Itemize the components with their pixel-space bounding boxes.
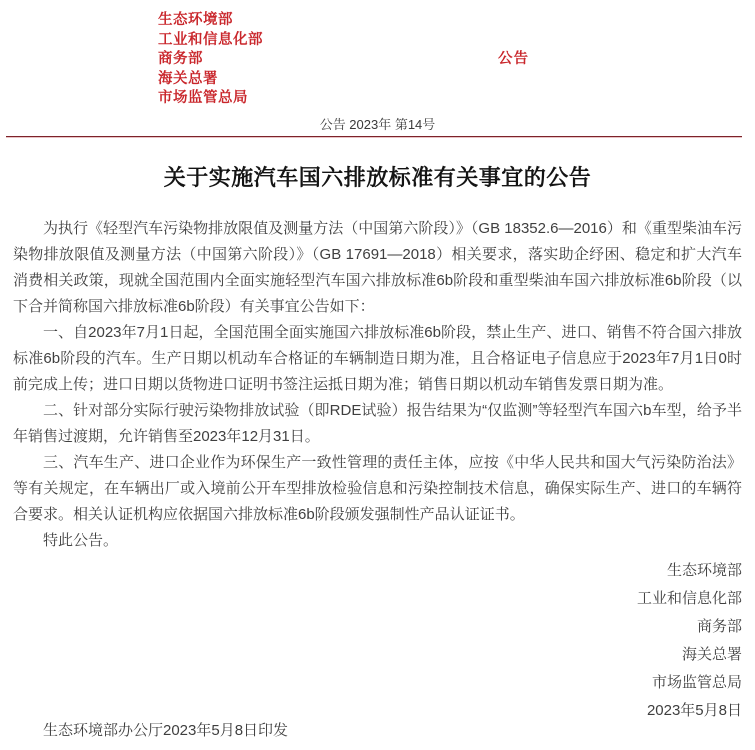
signing-agency: 市场监管总局 (651, 674, 742, 691)
issuing-ministries-header (158, 11, 263, 109)
document-number: 公告 2023年 第14号 (319, 117, 436, 132)
issuance-note: 生态环境部办公厅2023年5月8日印发 (43, 722, 289, 739)
ministry-name: 商务部 (158, 51, 203, 67)
signature-block (637, 557, 742, 725)
body-paragraph-closing: 特此公告。 (43, 532, 119, 549)
signature-date: 2023年5月8日 (646, 702, 742, 719)
signing-agency: 生态环境部 (666, 562, 742, 579)
signing-agency: 工业和信息化部 (636, 590, 742, 607)
signing-agency: 商务部 (696, 618, 742, 635)
body-paragraph-item-3: 三、汽车生产、进口企业作为环保生产一致性管理的责任主体，应按《中华人民共和国大气污染防治法》等有关规定，在车辆出厂或入境前公开车型排放检验信息和污染控制技术信息，确保实际生产、进口的车辆符合要求。相关认证机构应依据国六排放标准6b阶段颁发强制性产品认证证书。 (13, 454, 742, 523)
ministry-name: 生态环境部 (158, 12, 233, 28)
signing-agency: 海关总署 (681, 646, 742, 663)
announcement-type-label: 公告 (498, 51, 529, 67)
document-title: 关于实施汽车国六排放标准有关事宜的公告 (163, 165, 592, 190)
body-paragraph-item-2: 二、针对部分实际行驶污染物排放试验（即RDE试验）报告结果为“仅监测”等轻型汽车国六b车型，给予半年销售过渡期，允许销售至2023年12月31日。 (13, 402, 742, 445)
ministry-name: 工业和信息化部 (158, 31, 263, 48)
ministry-name: 市场监管总局 (158, 90, 248, 106)
body-paragraph-item-1: 一、自2023年7月1日起，全国范围全面实施国六排放标准6b阶段，禁止生产、进口、销售不符合国六排放标准6b阶段的汽车。生产日期以机动车合格证的车辆制造日期为准，且合格证电子信息应于2023年7月1日0时前完成上传；进口日期以货物进口证明书签注运抵日期为准；销售日期以机动车销售发票日期为准。 (13, 324, 742, 393)
document-body (13, 216, 742, 554)
header-divider (6, 136, 742, 138)
body-paragraph-intro: 为执行《轻型汽车污染物排放限值及测量方法（中国第六阶段）》（GB 18352.6—2016）和《重型柴油车污染物排放限值及测量方法（中国第六阶段）》（GB 17691—2018）相关要求，落实助企纾困、稳定和扩大汽车消费相关政策，现就全国范围内全面实施轻型汽车国六排放标准6b阶段和重型柴油车国六排放标准6b阶段（以下合并简称国六排放标准6b阶段）有关事宜公告如下： (13, 220, 742, 315)
ministry-name: 海关总署 (158, 70, 218, 87)
